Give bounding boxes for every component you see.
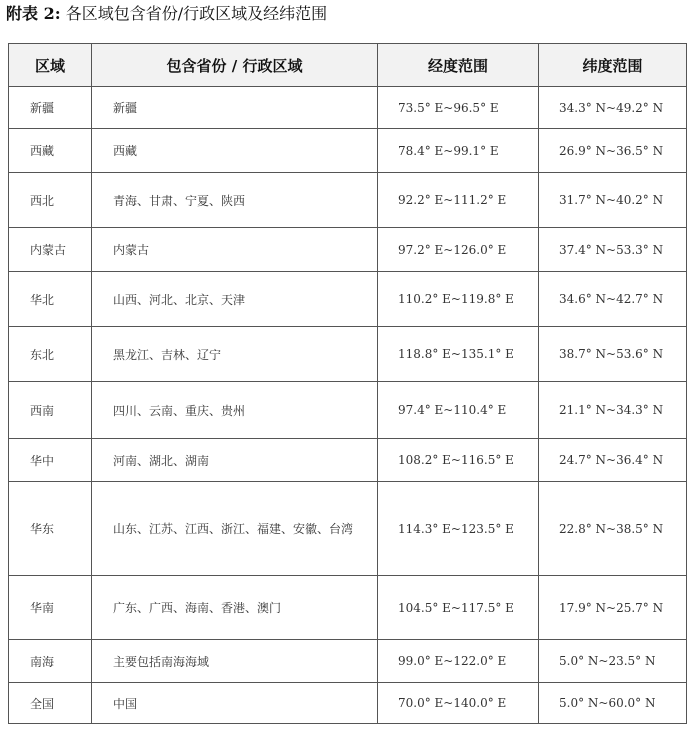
region-cell: 西北 [9,173,92,228]
provinces-cell: 黑龙江、吉林、辽宁 [92,327,378,382]
latitude-cell: 21.1° N~34.3° N [539,382,687,439]
longitude-cell: 118.8° E~135.1° E [378,327,539,382]
region-cell: 华北 [9,272,92,327]
region-cell: 华南 [9,576,92,640]
caption-text: 各区域包含省份/行政区域及经纬范围 [65,4,328,23]
longitude-cell: 104.5° E~117.5° E [378,576,539,640]
table-row [9,576,687,640]
provinces-cell: 广东、广西、海南、香港、澳门 [92,576,378,640]
table-row [9,382,687,439]
region-table [8,43,687,724]
table-row [9,439,687,482]
latitude-cell: 38.7° N~53.6° N [539,327,687,382]
longitude-cell: 114.3° E~123.5° E [378,482,539,576]
table-row [9,129,687,173]
table-row [9,272,687,327]
table-row [9,683,687,724]
table-row [9,640,687,683]
longitude-cell: 108.2° E~116.5° E [378,439,539,482]
provinces-cell: 西藏 [92,129,378,173]
longitude-cell: 97.4° E~110.4° E [378,382,539,439]
provinces-cell: 新疆 [92,87,378,129]
provinces-cell: 山东、江苏、江西、浙江、福建、安徽、台湾 [92,482,378,576]
longitude-cell: 97.2° E~126.0° E [378,228,539,272]
latitude-cell: 22.8° N~38.5° N [539,482,687,576]
longitude-cell: 110.2° E~119.8° E [378,272,539,327]
table-row [9,482,687,576]
header-provinces: 包含省份 / 行政区域 [92,44,378,87]
latitude-cell: 26.9° N~36.5° N [539,129,687,173]
header-longitude: 经度范围 [378,44,539,87]
region-cell: 南海 [9,640,92,683]
region-cell: 新疆 [9,87,92,129]
table-row [9,173,687,228]
latitude-cell: 5.0° N~23.5° N [539,640,687,683]
provinces-cell: 内蒙古 [92,228,378,272]
latitude-cell: 17.9° N~25.7° N [539,576,687,640]
longitude-cell: 78.4° E~99.1° E [378,129,539,173]
table-body [9,87,687,724]
caption-label: 附表 2: [6,4,61,23]
provinces-cell: 山西、河北、北京、天津 [92,272,378,327]
table-row [9,228,687,272]
region-cell: 西南 [9,382,92,439]
provinces-cell: 青海、甘肃、宁夏、陕西 [92,173,378,228]
header-region: 区域 [9,44,92,87]
region-cell: 全国 [9,683,92,724]
header-latitude: 纬度范围 [539,44,687,87]
table-header-row [9,44,687,87]
latitude-cell: 24.7° N~36.4° N [539,439,687,482]
table-row [9,87,687,129]
provinces-cell: 河南、湖北、湖南 [92,439,378,482]
latitude-cell: 31.7° N~40.2° N [539,173,687,228]
longitude-cell: 73.5° E~96.5° E [378,87,539,129]
region-cell: 华中 [9,439,92,482]
longitude-cell: 92.2° E~111.2° E [378,173,539,228]
region-cell: 东北 [9,327,92,382]
provinces-cell: 主要包括南海海域 [92,640,378,683]
longitude-cell: 99.0° E~122.0° E [378,640,539,683]
provinces-cell: 四川、云南、重庆、贵州 [92,382,378,439]
provinces-cell: 中国 [92,683,378,724]
table-row [9,327,687,382]
latitude-cell: 34.3° N~49.2° N [539,87,687,129]
table-caption [6,4,327,24]
latitude-cell: 34.6° N~42.7° N [539,272,687,327]
region-cell: 西藏 [9,129,92,173]
longitude-cell: 70.0° E~140.0° E [378,683,539,724]
latitude-cell: 37.4° N~53.3° N [539,228,687,272]
region-cell: 内蒙古 [9,228,92,272]
region-cell: 华东 [9,482,92,576]
latitude-cell: 5.0° N~60.0° N [539,683,687,724]
